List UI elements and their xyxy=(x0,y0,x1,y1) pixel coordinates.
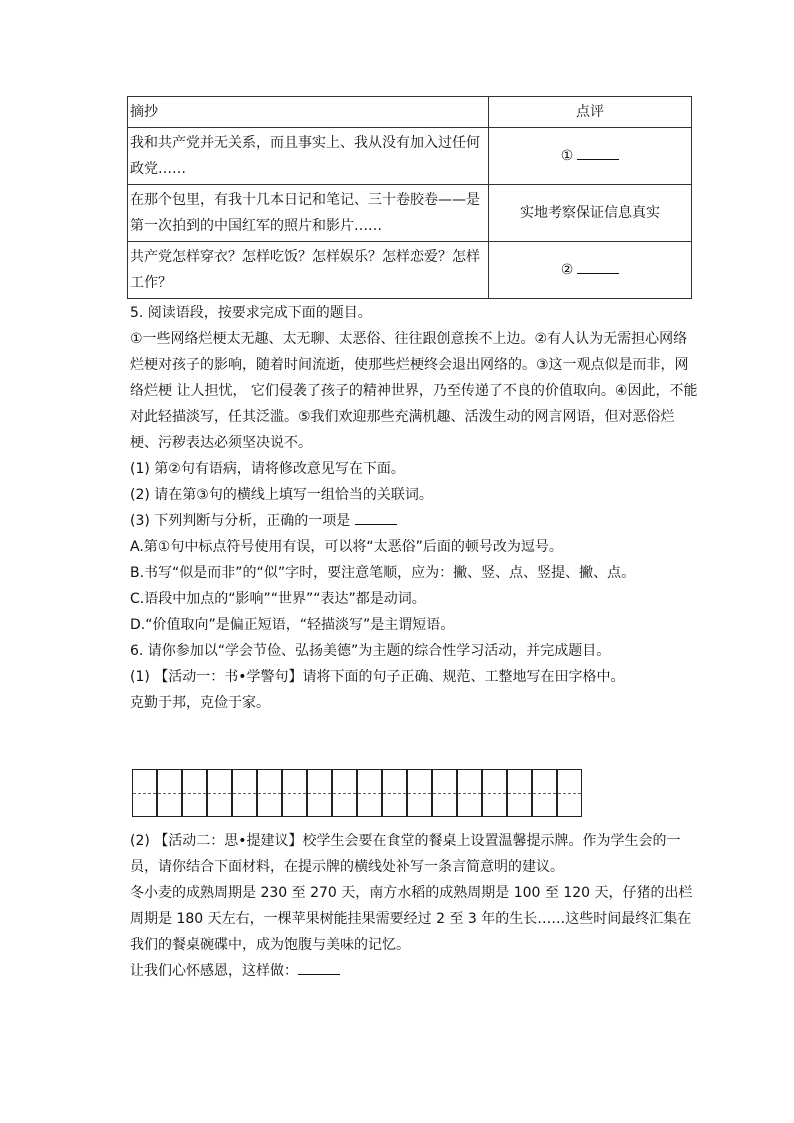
option-d: D.“价值取向”是偏正短语，“轻描淡写”是主谓短语。 xyxy=(130,617,455,633)
grid-cell-midline xyxy=(483,793,506,794)
grid-cell-midline xyxy=(558,793,581,794)
grid-cell-midline xyxy=(508,793,531,794)
grid-cell[interactable] xyxy=(357,769,382,817)
grid-cell[interactable] xyxy=(232,769,257,817)
q6-prompt: 让我们心怀感恩，这样做： xyxy=(130,963,298,979)
q6-act1: (1) 【活动一：书•学警句】请将下面的句子正确、规范、工整地写在田字格中。 xyxy=(130,669,625,685)
grid-cell[interactable] xyxy=(407,769,432,817)
answer-blank[interactable] xyxy=(577,259,619,274)
q5-sub3: (3) 下列判断与分析，正确的一项是 xyxy=(130,513,351,529)
q6-title: 6. 请你参加以“学会节俭、弘扬美德”为主题的综合性学习活动，并完成题目。 xyxy=(130,643,611,659)
grid-cell[interactable] xyxy=(207,769,232,817)
q6-sentence: 克勤于邦，克俭于家。 xyxy=(130,695,270,711)
grid-cell-midline xyxy=(208,793,231,794)
grid-cell[interactable] xyxy=(282,769,307,817)
grid-cell[interactable] xyxy=(182,769,207,817)
q5-passage: ①一些网络烂梗太无趣、太无聊、太恶俗、往往跟创意挨不上边。②有人认为无需担心网络烂梗对孩子的影响，随着时间流逝，使那些烂梗终会退出网络的。③这一观点似是而非，网络烂梗 让人担忧， 它们侵袭了孩子的精神世界，乃至传递了不良的价值取向。④因此，不能对此轻描淡写，任其泛滥。⑤我们欢迎那些充满机趣、活泼生动的网言网语，但对恶俗烂梗、污秽表达必须坚决说不。 xyxy=(130,331,698,451)
answer-blank[interactable] xyxy=(298,960,340,975)
excerpt-cell: 共产党怎样穿衣？怎样吃饭？怎样娱乐？怎样恋爱？怎样工作？ xyxy=(128,242,489,299)
option-c: C.语段中加点的“影响”“世界”“表达”都是动词。 xyxy=(130,591,426,607)
tianzige-grid[interactable] xyxy=(132,769,582,819)
excerpt-cell: 在那个包里，有我十几本日记和笔记、三十卷胶卷——是第一次拍到的中国红军的照片和影片…… xyxy=(128,185,489,242)
grid-cell-midline xyxy=(258,793,281,794)
grid-cell-midline xyxy=(383,793,406,794)
grid-cell-midline xyxy=(233,793,256,794)
grid-cell[interactable] xyxy=(432,769,457,817)
grid-cell[interactable] xyxy=(132,769,157,817)
q6-prompt-line xyxy=(130,958,700,984)
grid-cell[interactable] xyxy=(157,769,182,817)
grid-cell-midline xyxy=(183,793,206,794)
header-excerpt: 摘抄 xyxy=(128,97,489,128)
grid-cell[interactable] xyxy=(257,769,282,817)
grid-cell-midline xyxy=(333,793,356,794)
table-row xyxy=(128,185,692,242)
critique-cell xyxy=(489,128,692,185)
grid-cell-midline xyxy=(358,793,381,794)
grid-cell-midline xyxy=(283,793,306,794)
q5-sub1: (1) 第②句有语病，请将修改意见写在下面。 xyxy=(130,461,405,477)
critique-cell: 实地考察保证信息真实 xyxy=(489,185,692,242)
option-b: B.书写“似是而非”的“似”字时，要注意笔顺，应为：撇、竖、点、竖提、撇、点。 xyxy=(130,565,636,581)
q5-sub3-line xyxy=(130,508,700,534)
answer-blank[interactable] xyxy=(577,145,619,160)
table-row xyxy=(128,128,692,185)
grid-cell-midline xyxy=(458,793,481,794)
question-6-part2 xyxy=(130,828,700,984)
question-5 xyxy=(130,300,700,716)
grid-cell-midline xyxy=(158,793,181,794)
grid-cell[interactable] xyxy=(382,769,407,817)
grid-cell[interactable] xyxy=(532,769,557,817)
grid-cell[interactable] xyxy=(482,769,507,817)
critique-cell xyxy=(489,242,692,299)
grid-cell-midline xyxy=(133,793,156,794)
grid-cell[interactable] xyxy=(507,769,532,817)
q5-title: 5. 阅读语段，按要求完成下面的题目。 xyxy=(130,305,372,321)
critique-marker: ① xyxy=(560,148,574,164)
critique-marker: ② xyxy=(560,262,574,278)
grid-cell-midline xyxy=(433,793,456,794)
grid-cell-midline xyxy=(408,793,431,794)
grid-cell[interactable] xyxy=(332,769,357,817)
table-header-row xyxy=(128,97,692,128)
excerpt-cell: 我和共产党并无关系，而且事实上、我从没有加入过任何政党…… xyxy=(128,128,489,185)
grid-cell[interactable] xyxy=(457,769,482,817)
q5-sub2: (2) 请在第③句的横线上填写一组恰当的关联词。 xyxy=(130,487,433,503)
grid-cell[interactable] xyxy=(557,769,582,817)
excerpt-critique-table xyxy=(127,96,692,299)
grid-cell-midline xyxy=(533,793,556,794)
grid-cell-midline xyxy=(308,793,331,794)
answer-blank[interactable] xyxy=(355,510,397,525)
q6-material: 冬小麦的成熟周期是 230 至 270 天，南方水稻的成熟周期是 100 至 120 天，仔猪的出栏周期是 180 天左右，一棵苹果树能挂果需要经过 2 至 3 年的生长……这些时间最终汇集在我们的餐桌碗碟中，成为饱腹与美味的记忆。 xyxy=(130,885,693,953)
grid-cell[interactable] xyxy=(307,769,332,817)
q6-act2: (2) 【活动二：思•提建议】校学生会要在食堂的餐桌上设置温馨提示牌。作为学生会的一员，请你结合下面材料，在提示牌的横线处补写一条言简意明的建议。 xyxy=(130,833,681,875)
table-row xyxy=(128,242,692,299)
header-critique: 点评 xyxy=(489,97,692,128)
option-a: A.第①句中标点符号使用有误，可以将“太恶俗”后面的顿号改为逗号。 xyxy=(130,539,563,555)
